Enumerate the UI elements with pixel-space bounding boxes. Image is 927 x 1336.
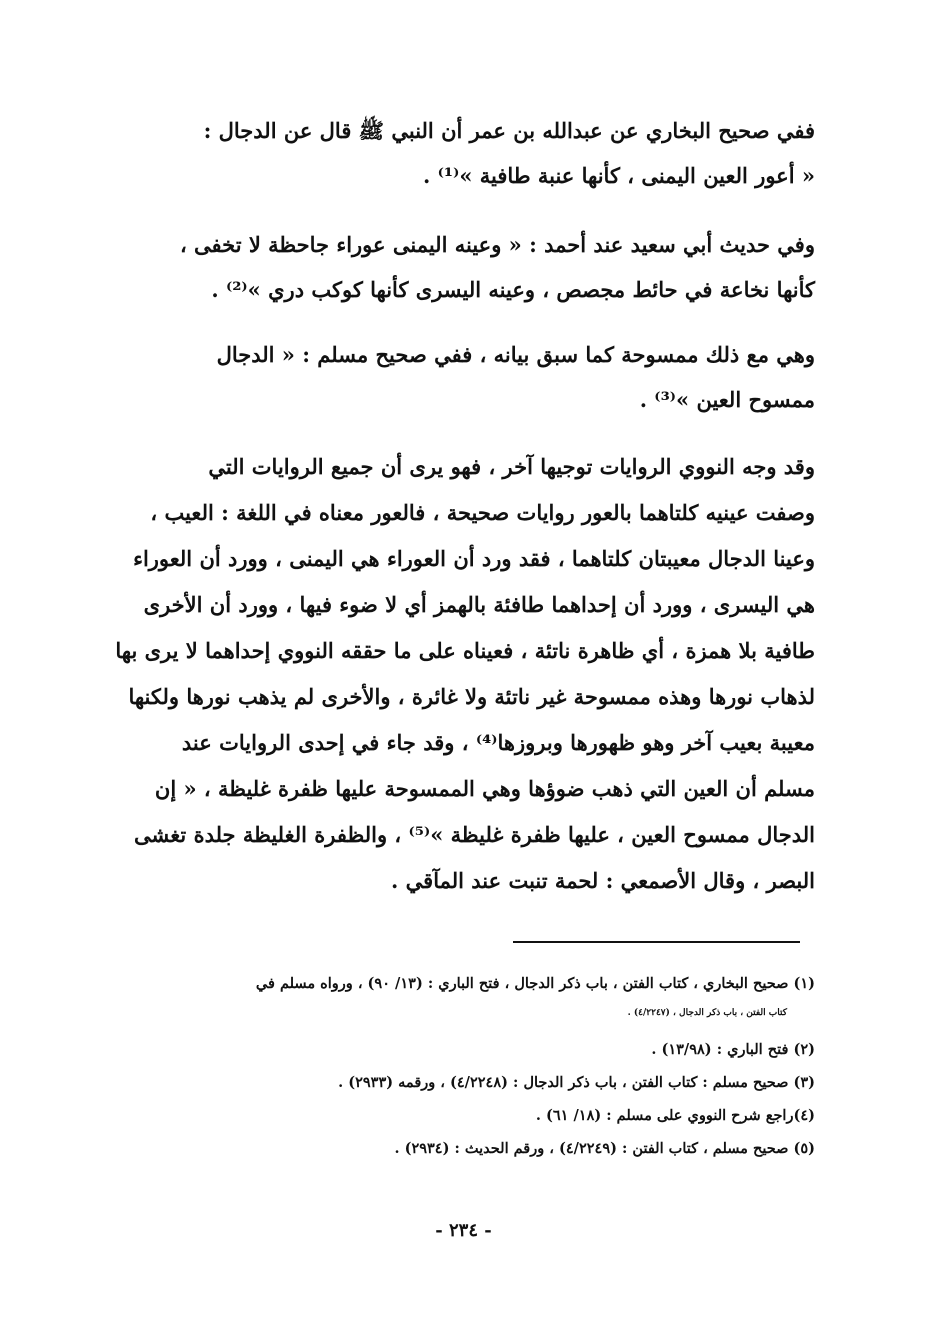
text-line: وعينا الدجال معيبتان كلتاهما ، فقد ورد أن العوراء هي اليمنى ، وورد أن العوراء (133, 546, 815, 571)
text-line: الدجال ممسوح العين ، عليها ظفرة غليظة »⁽⁵⁾ ، والظفرة الغليظة جلدة تغشى (134, 822, 815, 847)
footnote-4: (٤)راجع شرح النووي على مسلم : (١٨/ ٦١) . (535, 1107, 815, 1124)
footnote-1: (١) صحيح البخاري ، كتاب الفتن ، باب ذكر الدجال ، فتح الباري : (١٣/ ٩٠) ، ورواه مسلم في (255, 975, 815, 992)
text-line: طافية بلا همزة ، أي ظاهرة ناتئة ، فعيناه على ما حققه النووي إحداهما لا يرى بها (115, 638, 815, 663)
footnote-divider (513, 941, 800, 943)
page-number: - ٢٣٤ - (435, 1220, 492, 1241)
text-line: « أعور العين اليمنى ، كأنها عنبة طافية »⁽¹⁾ . (423, 163, 815, 188)
text-line: هي اليسرى ، وورد أن إحداهما طافئة بالهمز أي لا ضوء فيها ، وورد أن الأخرى (143, 592, 815, 617)
paragraph-2 (105, 232, 815, 322)
footnotes (105, 975, 815, 1173)
paragraph-4 (105, 454, 815, 914)
footnote-2: (٢) فتح الباري : (١٣/٩٨) . (651, 1041, 815, 1058)
text-line: معيبة بعيب آخر وهو ظهورها وبروزها⁽⁴⁾ ، وقد جاء في إحدى الروايات عند (181, 730, 815, 755)
text-line: ممسوح العين »⁽³⁾ . (639, 387, 815, 412)
text-line: البصر ، وقال الأصمعي : لحمة تنبت عند المآقي . (391, 868, 815, 893)
text-line: مسلم أن العين التي ذهب ضوؤها وهي الممسوحة عليها ظفرة غليظة ، « إن (154, 776, 815, 801)
footnote-3: (٣) صحيح مسلم : كتاب الفتن ، باب ذكر الدجال : (٤/٢٢٤٨) ، ورقمه (٢٩٣٣) . (338, 1074, 815, 1091)
paragraph-1 (105, 118, 815, 208)
text-line: كأنها نخاعة في حائط مجصص ، وعينه اليسرى كأنها كوكب دري »⁽²⁾ . (211, 277, 815, 302)
text-line: وقد وجه النووي الروايات توجيها آخر ، فهو يرى أن جميع الروايات التي (208, 454, 815, 479)
paragraph-3 (105, 342, 815, 432)
text-line: وهي مع ذلك ممسوحة كما سبق بيانه ، ففي صحيح مسلم : « الدجال (216, 342, 815, 367)
text-line: وصفت عينيه كلتاهما بالعور روايات صحيحة ، فالعور معناه في اللغة : العيب ، (150, 500, 815, 525)
text-line: لذهاب نورها وهذه ممسوحة غير ناتئة ولا غائرة ، والأخرى لم يذهب نورها ولكنها (128, 684, 815, 709)
footnote-1-continuation: كتاب الفتن ، باب ذكر الدجال ، (٤/٢٢٤٧) . (627, 1008, 787, 1018)
text-line: ففي صحيح البخاري عن عبدالله بن عمر أن النبي ﷺ قال عن الدجال : (203, 118, 815, 143)
footnote-5: (٥) صحيح مسلم ، كتاب الفتن : (٤/٢٢٤٩) ، ورقم الحديث : (٢٩٣٤) . (394, 1140, 815, 1157)
text-line: وفي حديث أبي سعيد عند أحمد : « وعينه اليمنى عوراء جاحظة لا تخفى ، (179, 232, 815, 257)
